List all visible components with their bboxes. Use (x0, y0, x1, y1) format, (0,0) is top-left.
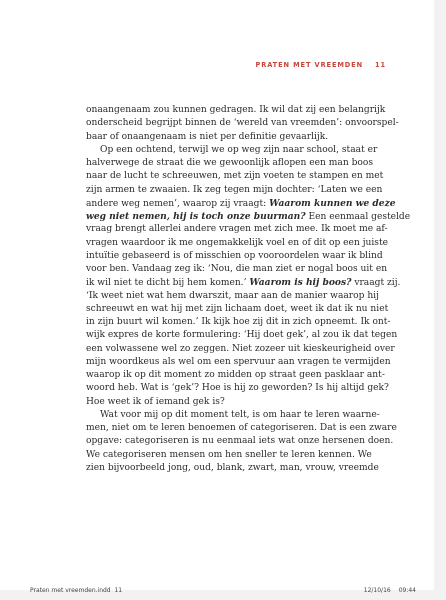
slug-date: 12/10/16 (363, 587, 391, 594)
text-run: andere weg nemen’, waarop zij vraagt: (86, 198, 270, 209)
text-line (86, 144, 378, 157)
text-line (86, 396, 354, 409)
text-run: ‘Ik weet niet wat hem dwarszit, maar aan de manier waarop hij (86, 290, 379, 301)
text-run: Hoe weet ik of iemand gek is? (86, 396, 225, 407)
text-run: zien bijvoorbeeld jong, oud, blank, zwart, man, vrouw, vreemde (86, 462, 379, 473)
text-line (86, 197, 396, 210)
text-line (86, 369, 385, 382)
text-line (86, 170, 384, 183)
italic-phrase: Waarom is hij boos? (249, 277, 352, 289)
text-line (86, 223, 388, 236)
text-run: in zijn buurt wil komen.’ Ik kijk hoe zij dit in zich opneemt. Ik ont- (86, 317, 391, 327)
text-run: We categoriseren mensen om hen sneller te leren kennen. We (86, 449, 372, 460)
text-run: intuïtie gebaseerd is of misschien op vooroordelen waar ik blind (86, 250, 383, 261)
text-run: naar de lucht te schreeuwen, met zijn voeten te stampen en met (86, 171, 384, 182)
text-run: woord heb. Wat is ‘gek’? Hoe is hij zo geworden? Is hij altijd gek? (86, 383, 389, 394)
text-line (86, 435, 394, 448)
text-run: schreeuwt en wat hij met zijn lichaam doet, weet ik dat ik nu niet (86, 303, 389, 314)
slug-timestamp (364, 587, 416, 597)
text-run: mijn woordkeus als wel om een spervuur aan vragen te vermijden (86, 356, 391, 367)
text-line (86, 117, 399, 130)
text-run: opgave: categoriseren is nu eenmaal iets wat onze hersenen doen. (86, 436, 394, 447)
text-run: waarop ik op dit moment zo midden op straat geen pasklaar ant- (86, 370, 385, 380)
text-line (86, 237, 388, 250)
text-line (86, 263, 388, 276)
running-head (255, 61, 386, 69)
slug-filename: Praten met vreemden.indd (30, 587, 111, 594)
text-run: onaangenaam zou kunnen gedragen. Ik wil dat zij een belangrijk (86, 105, 386, 115)
text-run: Een eenmaal gestelde (305, 212, 411, 222)
text-run: Op een ochtend, terwijl we op weg zijn naar school, staat er (100, 144, 378, 155)
text-line (86, 104, 386, 117)
slug-info (30, 587, 122, 597)
text-run: ik wil niet te dicht bij hem komen.’ (86, 278, 250, 289)
running-head-page-number: 11 (375, 61, 386, 69)
running-head-title: PRATEN MET VREEMDEN (255, 61, 364, 69)
page-trim-right (434, 0, 446, 600)
text-line (86, 422, 397, 435)
text-run: wijk expres de korte formulering: ‘Hij doet gek’, al zou ik dat tegen (86, 330, 398, 341)
text-run: halverwege de straat die we gewoonlijk aflopen een man boos (86, 158, 374, 168)
text-line (86, 184, 383, 197)
text-run: vraagt zij. (351, 278, 401, 289)
text-run: zijn armen te zwaaien. Ik zeg tegen mijn dochter: ‘Laten we een (86, 184, 383, 195)
slug-time: 09:44 (398, 587, 416, 594)
text-run: vraag brengt allerlei andere vragen met zich mee. Ik moet me af- (86, 224, 388, 235)
slug-page: 11 (114, 587, 123, 594)
text-line (86, 343, 395, 356)
text-line (86, 131, 354, 144)
text-run: een volwassene wel zo zeggen. Niet zozeer uit kieskeurigheid over (86, 343, 395, 354)
text-line (86, 210, 411, 223)
italic-phrase: weg niet nemen, hij is toch onze buurman? (86, 211, 306, 222)
body-text (86, 104, 411, 475)
text-line (86, 356, 391, 369)
italic-phrase: Waarom kunnen we deze (269, 197, 396, 209)
text-line (86, 462, 379, 475)
text-run: baar of onaangenaam is niet per definitie gevaarlijk. (86, 131, 329, 142)
text-run: men, niet om te leren benoemen of categoriseren. Dat is een zware (86, 423, 397, 433)
text-run: onderscheid begrijpt binnen de ‘wereld van vreemden’: onvoorspel- (86, 118, 399, 129)
text-line (86, 290, 379, 303)
text-line (86, 276, 401, 289)
text-run: voor ben. Vandaag zeg ik: ‘Nou, die man ziet er nogal boos uit en (86, 264, 388, 274)
text-line (86, 157, 374, 170)
text-line (86, 303, 389, 316)
text-run: Wat voor mij op dit moment telt, is om haar te leren waarne- (100, 409, 380, 420)
text-line (86, 449, 372, 462)
text-line (86, 409, 380, 422)
text-line (86, 316, 391, 329)
text-line (86, 250, 383, 263)
text-line (86, 382, 389, 395)
text-line (86, 329, 398, 342)
text-run: vragen waardoor ik me ongemakkelijk voel en of dit op een juiste (86, 237, 388, 248)
